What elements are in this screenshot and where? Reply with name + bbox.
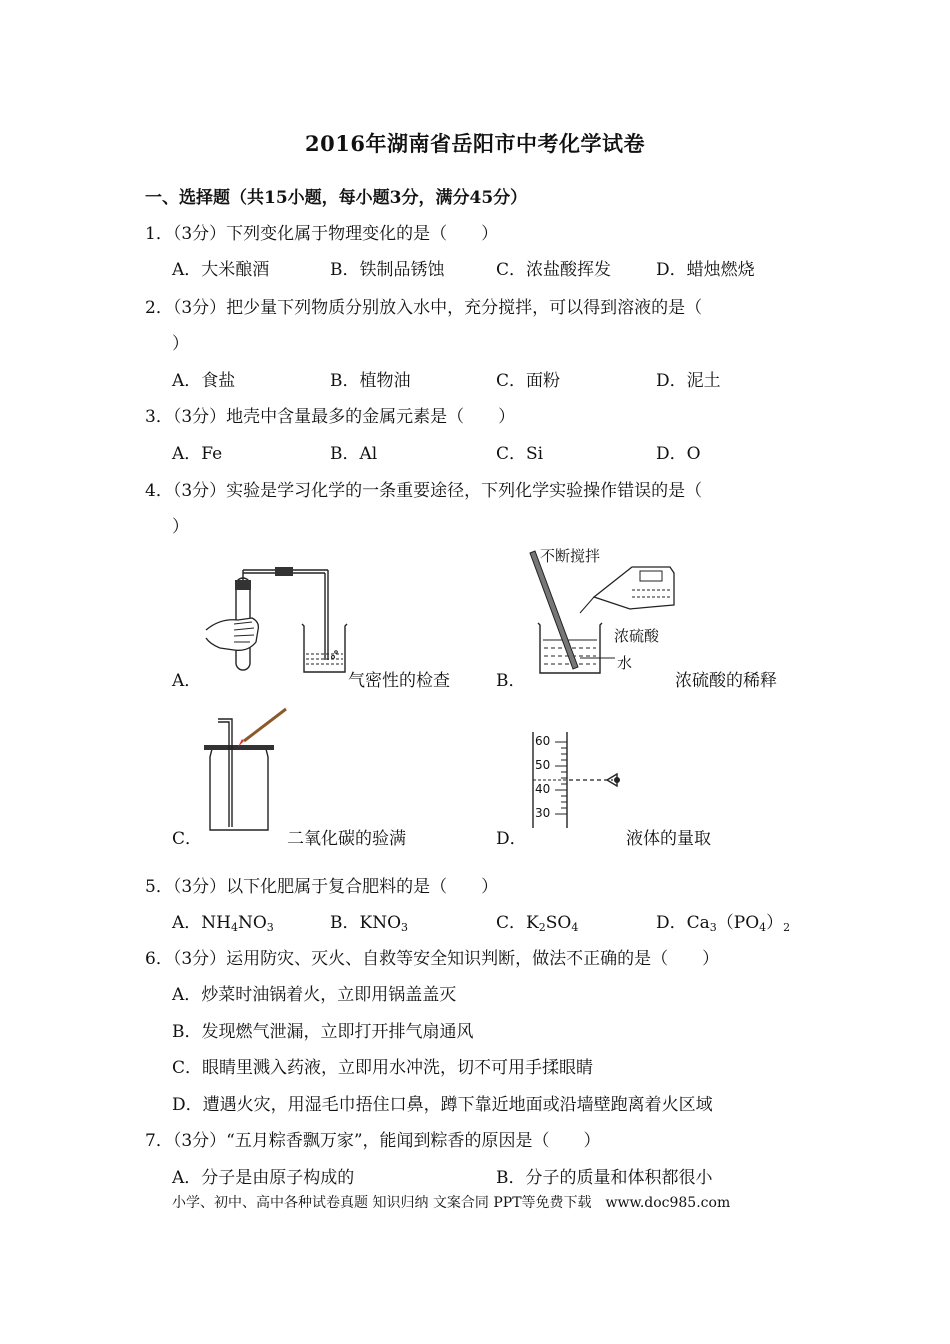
question-5-stem: 5．（3分）以下化肥属于复合肥料的是（ ） bbox=[145, 877, 499, 897]
q1-option-b: B．铁制品锈蚀 bbox=[330, 260, 445, 280]
q2-option-a: A．食盐 bbox=[172, 371, 236, 391]
q1-option-c: C．浓盐酸挥发 bbox=[496, 260, 612, 280]
co2-test-diagram bbox=[200, 705, 300, 835]
q4-option-b-letter: B． bbox=[496, 671, 526, 691]
q5-option-a: A．$NH_4NO_3$ bbox=[172, 913, 274, 934]
q4-option-d-caption: 液体的量取 bbox=[626, 829, 711, 849]
page-title: 2016年湖南省岳阳市中考化学试卷 bbox=[305, 131, 645, 156]
q7-option-b: B．分子的质量和体积都很小 bbox=[496, 1168, 713, 1188]
cylinder-tick-60: 60 bbox=[535, 734, 551, 748]
q2-option-c: C．面粉 bbox=[496, 371, 561, 391]
q5-option-b: B．$KNO_3$ bbox=[330, 913, 409, 934]
q5-option-d: D．$Ca_3(PO_4)_2$ bbox=[656, 913, 791, 934]
label-water: 水 bbox=[617, 654, 633, 672]
q4-option-c-letter: C． bbox=[172, 829, 203, 849]
question-2-stem: 2．（3分）把少量下列物质分别放入水中，充分搅拌，可以得到溶液的是（ bbox=[145, 298, 703, 318]
q4-option-c-caption: 二氧化碳的验满 bbox=[287, 829, 406, 849]
question-6-stem: 6．（3分）运用防灾、灭火、自救等安全知识判断，做法不正确的是（ ） bbox=[145, 949, 720, 969]
q2-option-b: B．植物油 bbox=[330, 371, 411, 391]
q4-option-b-caption: 浓硫酸的稀释 bbox=[675, 671, 777, 691]
section-heading: 一、选择题（共15小题，每小题3分，满分45分） bbox=[145, 188, 528, 208]
question-4-stem-cont: ） bbox=[172, 517, 189, 537]
airtightness-check-diagram bbox=[200, 560, 350, 680]
label-concentrated-acid: 浓硫酸 bbox=[614, 627, 660, 645]
question-1-stem: 1．（3分）下列变化属于物理变化的是（ ） bbox=[145, 224, 499, 244]
q7-option-a: A．分子是由原子构成的 bbox=[172, 1168, 355, 1188]
q6-option-a: A．炒菜时油锅着火，立即用锅盖盖灭 bbox=[172, 985, 457, 1005]
cylinder-tick-50: 50 bbox=[535, 758, 551, 772]
cylinder-tick-40: 40 bbox=[535, 782, 551, 796]
question-7-stem: 7．（3分）“五月粽香飘万家”，能闻到粽香的原因是（ ） bbox=[145, 1131, 601, 1151]
q6-option-b: B．发现燃气泄漏，立即打开排气扇通风 bbox=[172, 1022, 474, 1042]
question-2-stem-cont: ） bbox=[172, 334, 189, 354]
q1-option-a: A．大米酿酒 bbox=[172, 260, 270, 280]
q6-option-c: C．眼睛里溅入药液，立即用水冲洗，切不可用手揉眼睛 bbox=[172, 1058, 594, 1078]
q5-option-c: C．$K_2SO_4$ bbox=[496, 913, 579, 934]
q3-option-c: C．Si bbox=[496, 444, 544, 464]
q2-option-d: D．泥土 bbox=[656, 371, 721, 391]
q4-option-a-letter: A． bbox=[172, 671, 202, 691]
cylinder-tick-30: 30 bbox=[535, 806, 551, 820]
label-stir: 不断搅拌 bbox=[540, 547, 601, 565]
q4-option-d-letter: D． bbox=[496, 829, 527, 849]
q4-option-a-caption: 气密性的检查 bbox=[348, 671, 450, 691]
q1-option-d: D．蜡烛燃烧 bbox=[656, 260, 755, 280]
question-3-stem: 3．（3分）地壳中含量最多的金属元素是（ ） bbox=[145, 407, 516, 427]
acid-dilution-diagram bbox=[520, 545, 685, 675]
q6-option-d: D．遭遇火灾，用湿毛巾捂住口鼻，蹲下靠近地面或沿墙壁跑离着火区域 bbox=[172, 1095, 713, 1115]
q3-option-a: A．Fe bbox=[172, 444, 223, 464]
question-4-stem: 4．（3分）实验是学习化学的一条重要途径，下列化学实验操作错误的是（ bbox=[145, 481, 703, 501]
q3-option-b: B．Al bbox=[330, 444, 378, 464]
q3-option-d: D．O bbox=[656, 444, 701, 464]
footer-watermark: 小学、初中、高中各种试卷真题 知识归纳 文案合同 PPT等免费下载 www.doc985.com bbox=[172, 1195, 731, 1211]
